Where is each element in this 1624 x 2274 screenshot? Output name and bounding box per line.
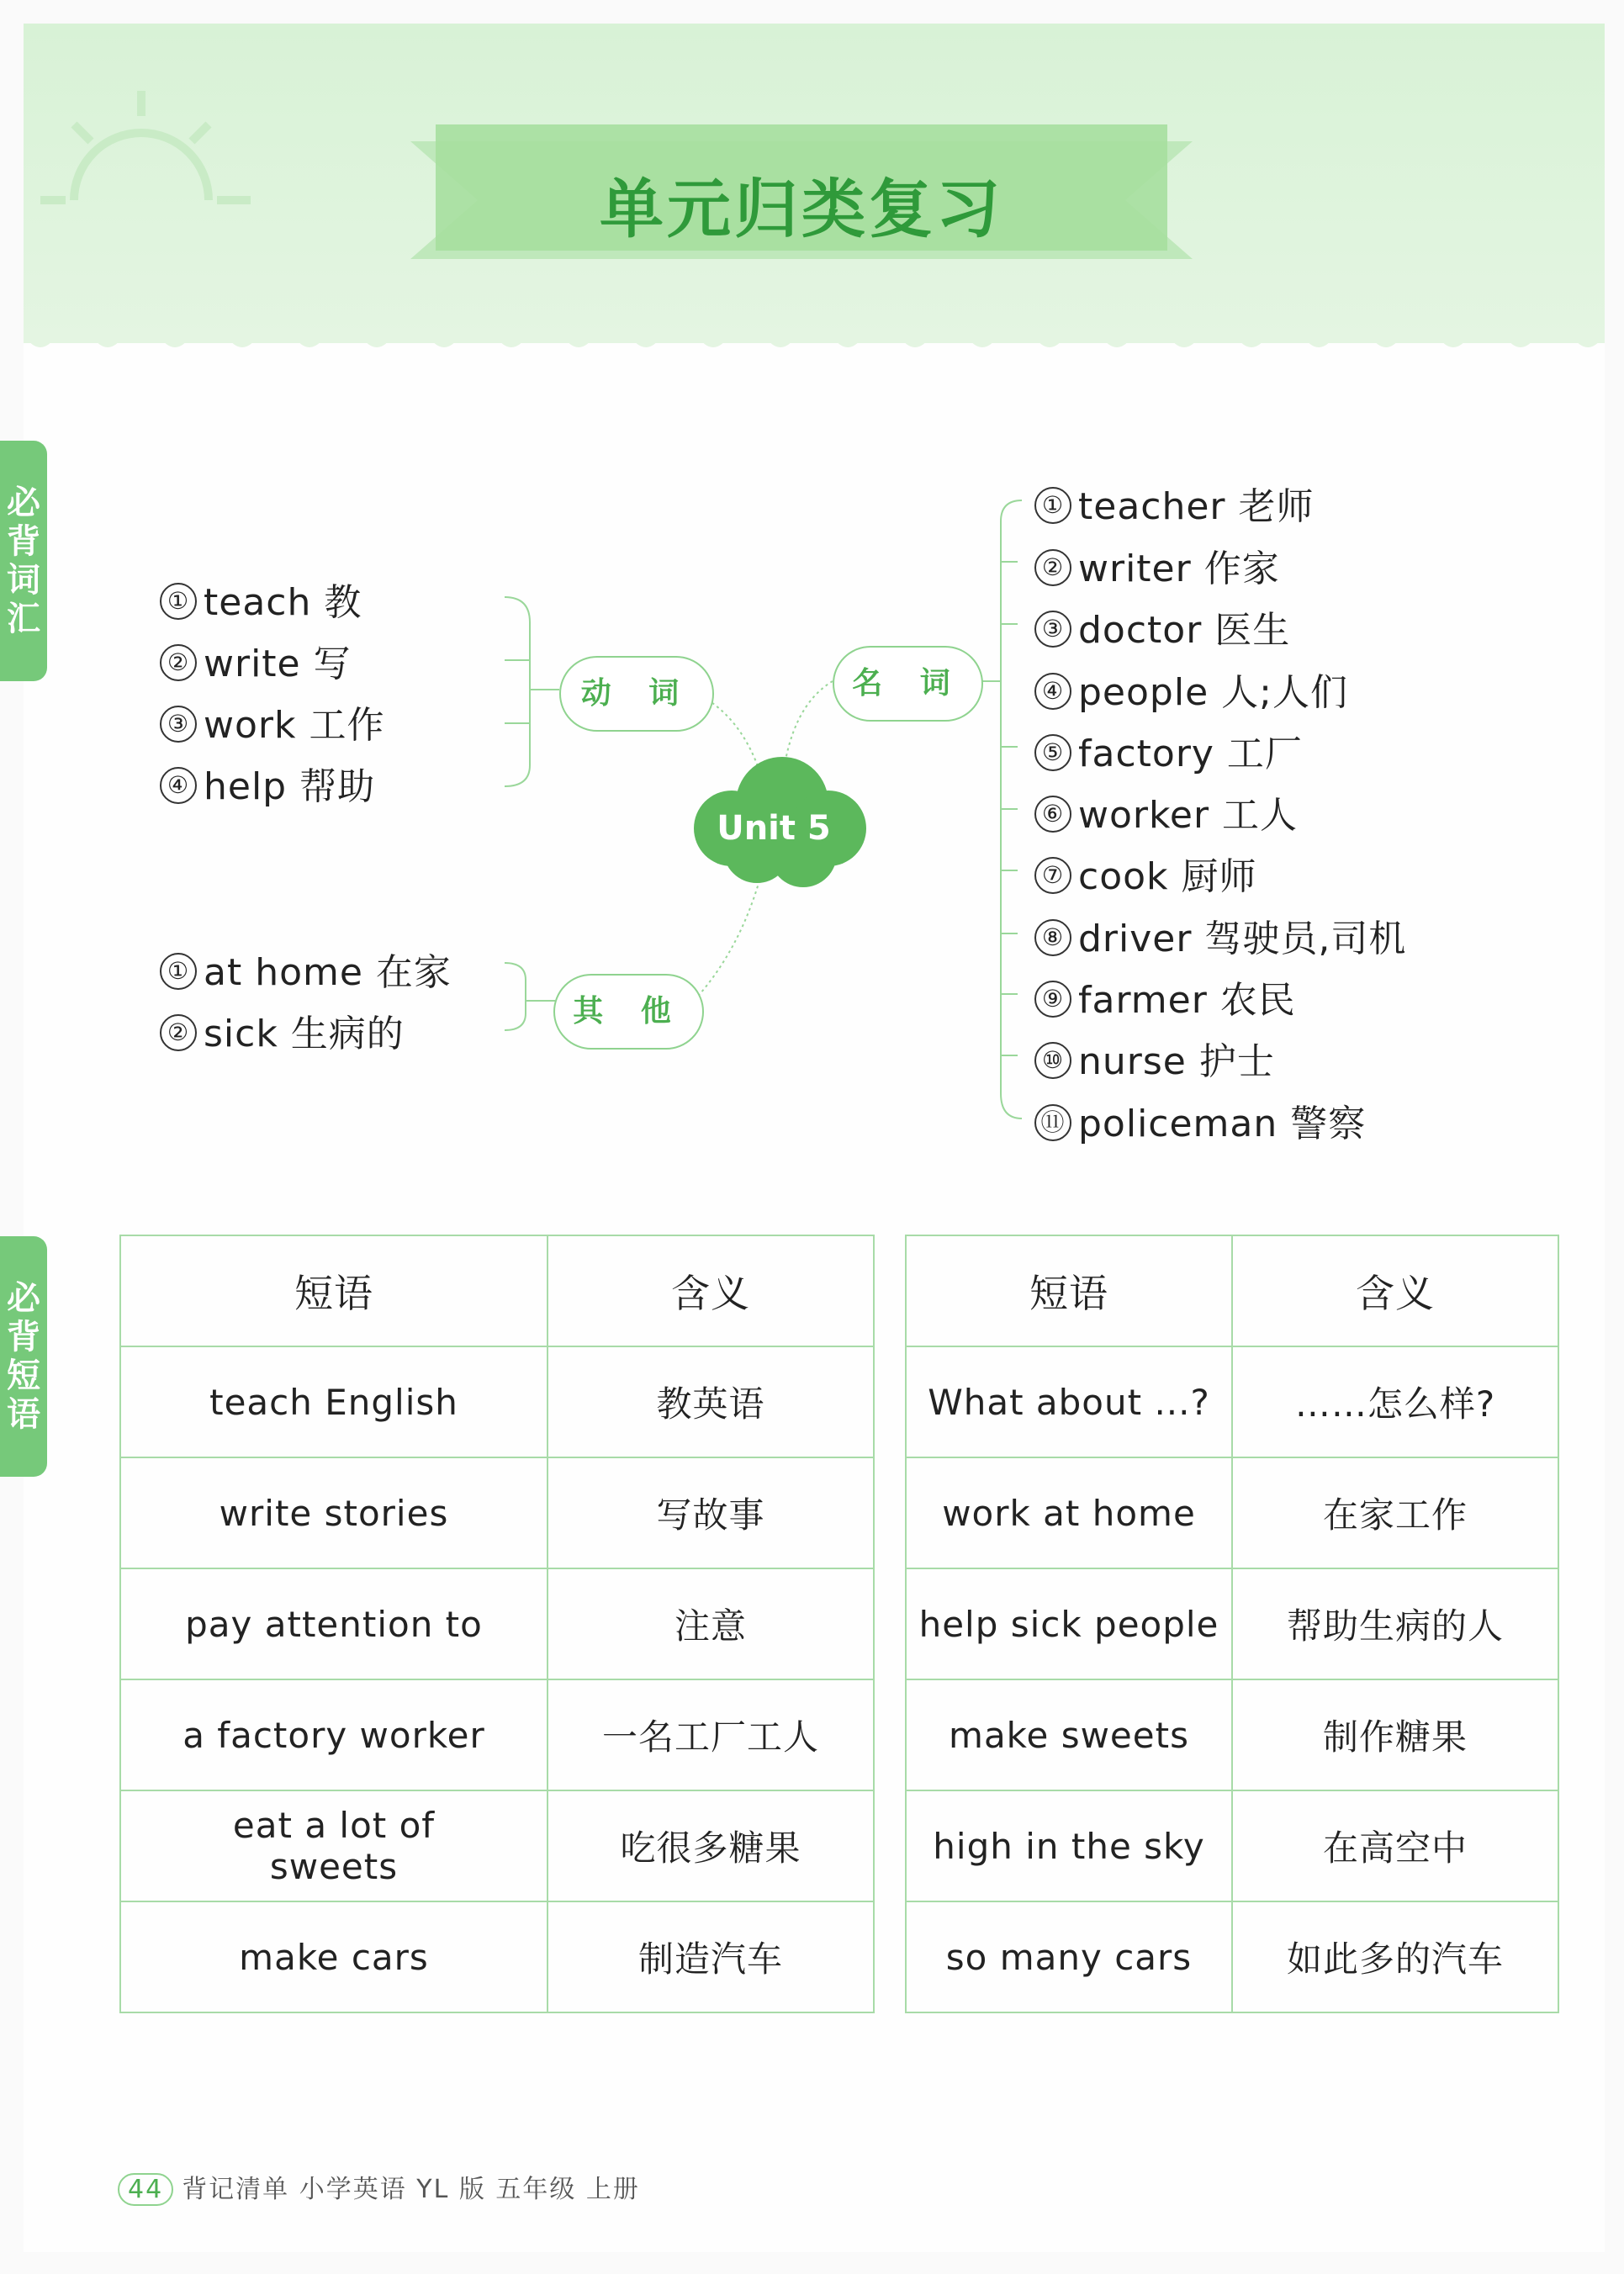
tab-char: 短 — [7, 1356, 40, 1395]
item-number: ⑩ — [1034, 1042, 1071, 1079]
noun-item — [1034, 846, 1257, 900]
meaning-cell: 制作糖果 — [1232, 1679, 1558, 1790]
item-number: ③ — [160, 706, 197, 743]
item-text: worker 工人 — [1078, 794, 1299, 837]
item-text: nurse 护士 — [1078, 1040, 1275, 1083]
table-gap — [874, 1790, 906, 1901]
table-row — [120, 1346, 1558, 1457]
verb-item — [160, 756, 375, 810]
item-text: driver 驾驶员,司机 — [1078, 918, 1407, 960]
phrase-cell: help sick people — [906, 1568, 1232, 1679]
meaning-cell: 如此多的汽车 — [1232, 1901, 1558, 2012]
item-text: people 人;人们 — [1078, 671, 1348, 714]
table-row — [120, 1679, 1558, 1790]
meaning-cell: 帮助生病的人 — [1232, 1568, 1558, 1679]
column-header: 短语 — [906, 1235, 1232, 1346]
table-gap — [874, 1568, 906, 1679]
phrase-cell: so many cars — [906, 1901, 1232, 2012]
phrase-cell: write stories — [120, 1457, 548, 1568]
tab-char: 背 — [7, 1318, 40, 1356]
noun-item — [1034, 1031, 1275, 1085]
noun-item — [1034, 785, 1298, 838]
item-text: sick 生病的 — [204, 1013, 405, 1055]
meaning-cell: 制造汽车 — [548, 1901, 874, 2012]
item-number: ② — [1034, 549, 1071, 586]
table-gap — [874, 1679, 906, 1790]
meaning-cell: 吃很多糖果 — [548, 1790, 874, 1901]
item-text: teach 教 — [204, 581, 362, 624]
tab-char: 必 — [7, 484, 40, 522]
table-row — [120, 1790, 1558, 1901]
phrase-cell: pay attention to — [120, 1568, 548, 1679]
item-number: ① — [1034, 487, 1071, 524]
noun-item — [1034, 538, 1280, 592]
footer-text: 背记清单 小学英语 YL 版 五年级 上册 — [182, 2175, 640, 2204]
meaning-cell: 教英语 — [548, 1346, 874, 1457]
phrase-cell: make sweets — [906, 1679, 1232, 1790]
item-number: ⑨ — [1034, 981, 1071, 1018]
table-header-row — [120, 1235, 1558, 1346]
meaning-cell: 注意 — [548, 1568, 874, 1679]
table-gap — [874, 1901, 906, 2012]
tab-char: 语 — [7, 1395, 40, 1434]
item-text: at home 在家 — [204, 951, 452, 994]
meaning-cell: 写故事 — [548, 1457, 874, 1568]
noun-item — [1034, 662, 1348, 716]
phrase-cell: eat a lot of sweets — [120, 1790, 548, 1901]
meaning-cell: 在家工作 — [1232, 1457, 1558, 1568]
item-number: ⑦ — [1034, 857, 1071, 894]
item-text: farmer 农民 — [1078, 979, 1296, 1022]
item-number: ② — [160, 644, 197, 681]
node-others: 其 他 — [553, 974, 704, 1050]
mindmap-center: Unit 5 — [717, 809, 831, 848]
item-number: ⑥ — [1034, 796, 1071, 833]
table-gap — [874, 1235, 906, 1346]
item-number: ④ — [1034, 673, 1071, 710]
table-row — [120, 1457, 1558, 1568]
phrases-table — [119, 1235, 1559, 2013]
item-number: ④ — [160, 767, 197, 804]
noun-item — [1034, 600, 1290, 653]
tab-char: 汇 — [7, 600, 40, 638]
tab-char: 必 — [7, 1279, 40, 1318]
item-number: ① — [160, 583, 197, 620]
item-number: ⑤ — [1034, 734, 1071, 771]
item-text: work 工作 — [204, 704, 385, 747]
item-number: ① — [160, 953, 197, 990]
phrase-cell: What about ...? — [906, 1346, 1232, 1457]
other-item — [160, 942, 452, 996]
page-title: 单元归类复习 — [600, 172, 1003, 246]
tab-phrases — [0, 1236, 47, 1477]
item-text: writer 作家 — [1078, 547, 1280, 590]
page-number: 44 — [118, 2173, 173, 2206]
item-text: doctor 医生 — [1078, 609, 1291, 652]
page-footer — [118, 2168, 640, 2206]
meaning-cell: 一名工厂工人 — [548, 1679, 874, 1790]
other-item — [160, 1003, 405, 1057]
table-row — [120, 1901, 1558, 2012]
phrase-cell: make cars — [120, 1901, 548, 2012]
phrase-cell: high in the sky — [906, 1790, 1232, 1901]
verb-item — [160, 633, 352, 687]
noun-item — [1034, 908, 1406, 962]
phrase-cell: a factory worker — [120, 1679, 548, 1790]
column-header: 含义 — [1232, 1235, 1558, 1346]
verb-item — [160, 572, 362, 626]
item-text: policeman 警察 — [1078, 1103, 1367, 1145]
item-text: factory 工厂 — [1078, 732, 1303, 775]
verb-item — [160, 695, 384, 748]
column-header: 短语 — [120, 1235, 548, 1346]
meaning-cell: 在高空中 — [1232, 1790, 1558, 1901]
tab-char: 背 — [7, 522, 40, 561]
item-text: help 帮助 — [204, 765, 376, 808]
noun-item — [1034, 723, 1303, 777]
item-number: ⑧ — [1034, 919, 1071, 956]
phrase-cell: teach English — [120, 1346, 548, 1457]
noun-item — [1034, 476, 1315, 530]
meaning-cell: ……怎么样? — [1232, 1346, 1558, 1457]
phrase-cell: work at home — [906, 1457, 1232, 1568]
item-number: ② — [160, 1014, 197, 1051]
node-nouns: 名 词 — [833, 646, 983, 722]
table-row — [120, 1568, 1558, 1679]
item-text: write 写 — [204, 643, 352, 685]
table-gap — [874, 1346, 906, 1457]
tab-char: 词 — [7, 561, 40, 600]
item-text: teacher 老师 — [1078, 485, 1315, 528]
noun-item — [1034, 970, 1296, 1023]
item-text: cook 厨师 — [1078, 855, 1257, 898]
item-number: ⑪ — [1034, 1104, 1071, 1141]
noun-item — [1034, 1093, 1366, 1147]
table-gap — [874, 1457, 906, 1568]
item-number: ③ — [1034, 611, 1071, 648]
column-header: 含义 — [548, 1235, 874, 1346]
node-verbs: 动 词 — [559, 656, 714, 732]
